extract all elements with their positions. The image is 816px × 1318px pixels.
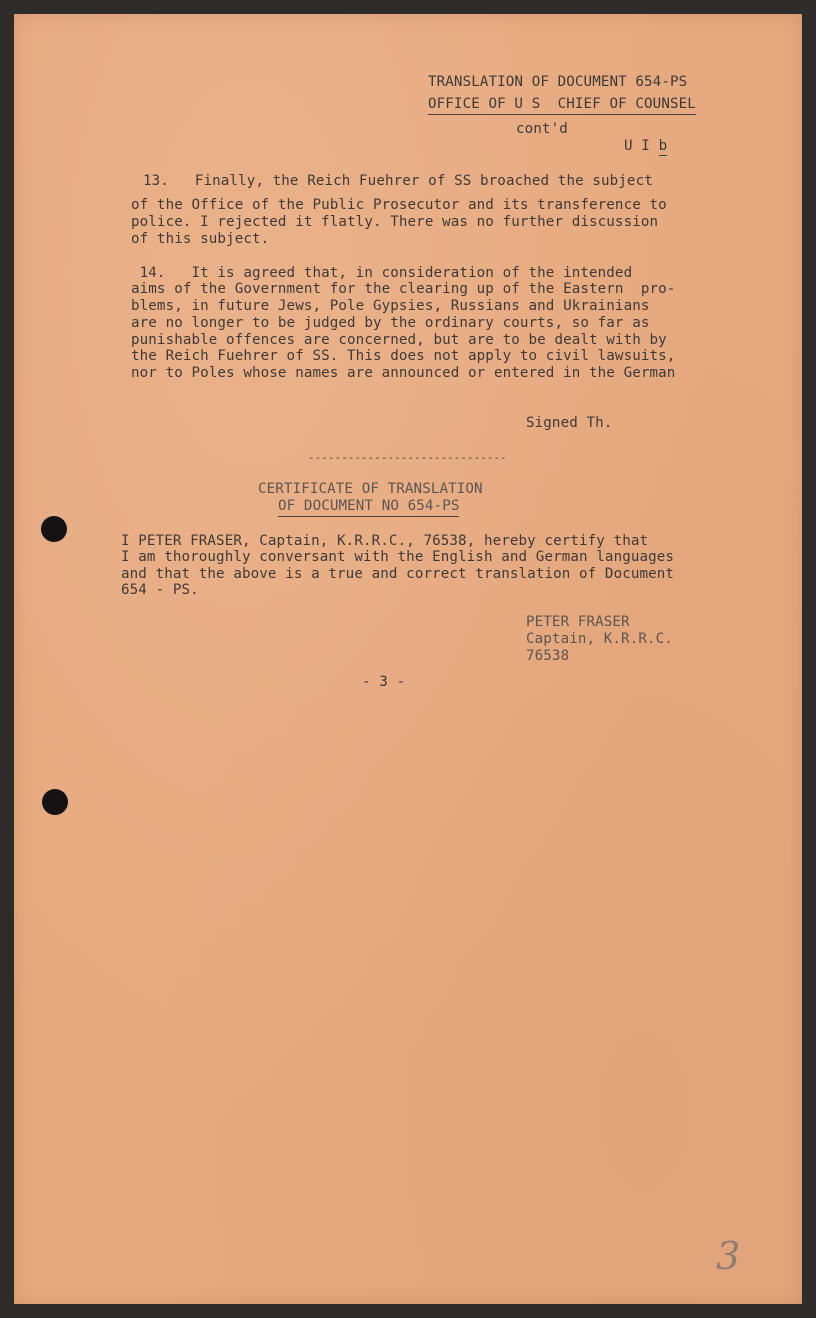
paragraph-14-line: nor to Poles whose names are announced or entered in the German (131, 365, 676, 381)
paragraph-13-line: police. I rejected it flatly. There was no further discussion (131, 214, 659, 230)
certificate-line: and that the above is a true and correct translation of Document (121, 566, 675, 582)
page-number: - 3 - (362, 674, 406, 690)
paragraph-14-line: blems, in future Jews, Pole Gypsies, Russians and Ukrainians (131, 298, 650, 314)
signed-line: Signed Th. (526, 415, 613, 431)
paragraph-13-line: 13. Finally, the Reich Fuehrer of SS broached the subject (143, 173, 653, 189)
section-divider: ------------------------------ (308, 451, 507, 464)
paragraph-14-line: 14. It is agreed that, in consideration of the intended (131, 265, 633, 281)
paragraph-13-line: of the Office of the Public Prosecutor and its transference to (131, 197, 667, 213)
punch-hole-upper (41, 516, 67, 542)
signature-rank: Captain, K.R.R.C. (526, 631, 673, 647)
paragraph-14-line: aims of the Government for the clearing up of the Eastern pro- (131, 281, 676, 297)
certificate-title: CERTIFICATE OF TRANSLATION (258, 481, 483, 497)
pencil-page-mark: 3 (716, 1234, 741, 1278)
punch-hole-lower (42, 789, 68, 815)
header-reference-suffix: b (658, 138, 668, 154)
signature-number: 76538 (526, 648, 570, 664)
certificate-line: I am thoroughly conversant with the English and German languages (121, 549, 675, 565)
header-contd: cont'd (516, 121, 568, 137)
certificate-line: 654 - PS. (121, 582, 199, 598)
paragraph-14-line: are no longer to be judged by the ordinary courts, so far as (131, 315, 650, 331)
paragraph-14-line: punishable offences are concerned, but are to be dealt with by (131, 332, 667, 348)
header-reference (624, 138, 667, 155)
paragraph-14-line: the Reich Fuehrer of SS. This does not apply to civil lawsuits, (131, 348, 676, 364)
header-office: OFFICE OF U S CHIEF OF COUNSEL (428, 96, 696, 115)
certificate-subtitle: OF DOCUMENT NO 654-PS (278, 498, 459, 517)
header-reference-prefix: U I (624, 138, 659, 154)
signature-name: PETER FRASER (526, 614, 630, 630)
paragraph-13-line: of this subject. (131, 231, 270, 247)
header-title: TRANSLATION OF DOCUMENT 654-PS (428, 74, 688, 90)
certificate-line: I PETER FRASER, Captain, K.R.R.C., 76538, hereby certify that (121, 533, 649, 549)
